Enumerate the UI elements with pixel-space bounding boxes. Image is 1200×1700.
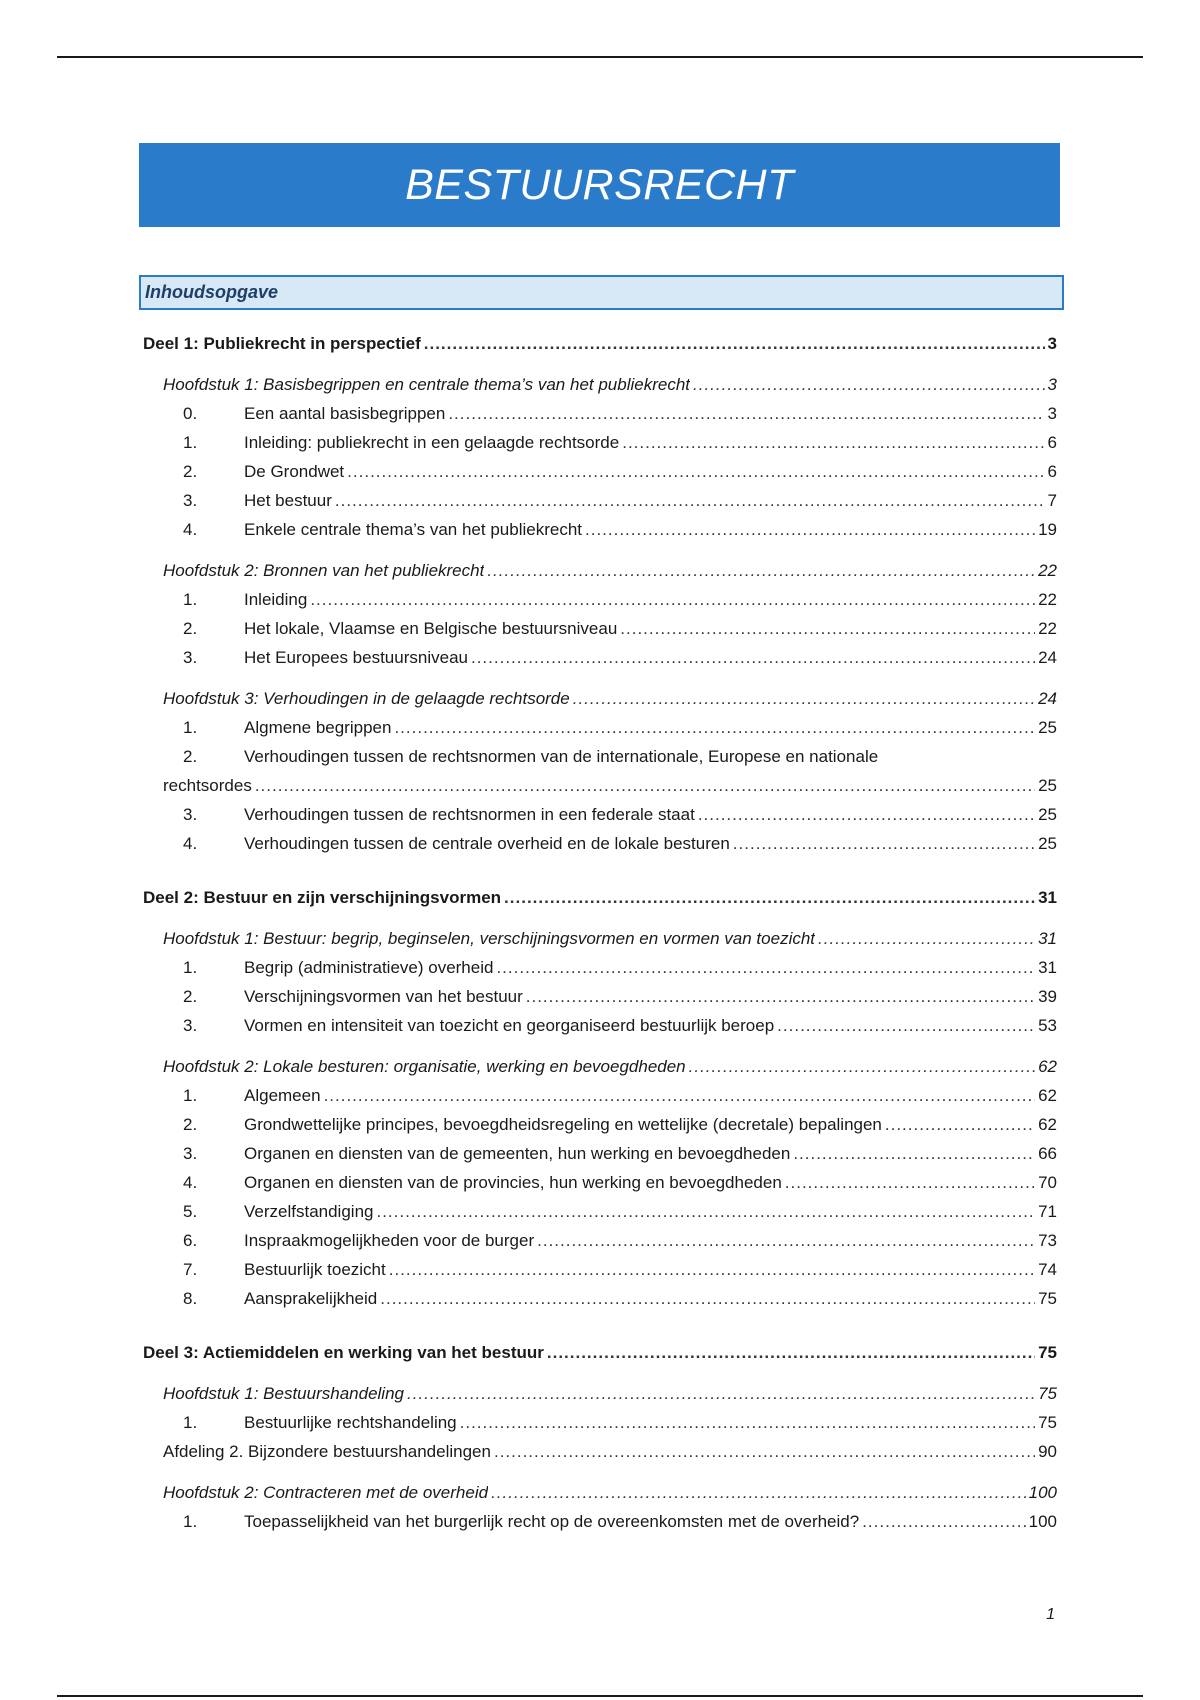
toc-item-wrapped[interactable]: 2. Verhoudingen tussen de rechtsnormen van de internationale, Europese en nationale bbox=[183, 747, 879, 766]
document-title: BESTUURSRECHT bbox=[405, 160, 794, 209]
top-rule bbox=[57, 56, 1143, 58]
toc-item[interactable]: 2. Verschijningsvormen van het bestuur ..... 39 bbox=[143, 982, 1057, 1011]
title-banner bbox=[139, 143, 1060, 227]
toc-item[interactable]: 4. Verhoudingen tussen de centrale overheid en de lokale besturen ..... 25 bbox=[143, 829, 1057, 858]
toc-item[interactable]: 3. Organen en diensten van de gemeenten, hun werking en bevoegdheden ..... 66 bbox=[143, 1139, 1057, 1168]
toc-item[interactable]: 1. Algemeen ..... 62 bbox=[143, 1081, 1057, 1110]
toc-chapter-1-2[interactable]: Hoofdstuk 2: Bronnen van het publiekrecht ..... 22 bbox=[143, 556, 1057, 585]
toc-item[interactable]: 2. Het lokale, Vlaamse en Belgische bestuursniveau ..... 22 bbox=[143, 614, 1057, 643]
toc-item-continuation[interactable]: rechtsordes ..... 25 bbox=[143, 771, 1057, 800]
toc-part-1[interactable]: Deel 1: Publiekrecht in perspectief ..... 3 bbox=[143, 329, 1057, 358]
toc-item[interactable]: 4. Organen en diensten van de provincies, hun werking en bevoegdheden ..... 70 bbox=[143, 1168, 1057, 1197]
toc-item[interactable]: 1. Inleiding: publiekrecht in een gelaagde rechtsorde ..... 6 bbox=[143, 428, 1057, 457]
toc-header bbox=[139, 275, 1064, 310]
toc-item[interactable]: 1. Inleiding ..... 22 bbox=[143, 585, 1057, 614]
table-of-contents bbox=[143, 329, 1057, 1536]
toc-chapter-1-1[interactable]: Hoofdstuk 1: Basisbegrippen en centrale thema’s van het publiekrecht ..... 3 bbox=[143, 370, 1057, 399]
toc-item[interactable]: 5. Verzelfstandiging ..... 71 bbox=[143, 1197, 1057, 1226]
toc-item[interactable]: 7. Bestuurlijk toezicht ..... 74 bbox=[143, 1255, 1057, 1284]
bottom-rule bbox=[57, 1695, 1143, 1697]
toc-chapter-2-1[interactable]: Hoofdstuk 1: Bestuur: begrip, beginselen, verschijningsvormen en vormen van toezicht ..... 31 bbox=[143, 924, 1057, 953]
toc-item[interactable]: 1. Begrip (administratieve) overheid ..... 31 bbox=[143, 953, 1057, 982]
toc-chapter-1-3[interactable]: Hoofdstuk 3: Verhoudingen in de gelaagde rechtsorde ..... 24 bbox=[143, 684, 1057, 713]
page-number: 1 bbox=[1046, 1606, 1055, 1623]
toc-item[interactable]: 3. Vormen en intensiteit van toezicht en georganiseerd bestuurlijk beroep ..... 53 bbox=[143, 1011, 1057, 1040]
toc-item[interactable]: 3. Het bestuur ..... 7 bbox=[143, 486, 1057, 515]
toc-item[interactable]: 0. Een aantal basisbegrippen ..... 3 bbox=[143, 399, 1057, 428]
toc-item[interactable]: 3. Verhoudingen tussen de rechtsnormen in een federale staat ..... 25 bbox=[143, 800, 1057, 829]
toc-item[interactable]: 3. Het Europees bestuursniveau ..... 24 bbox=[143, 643, 1057, 672]
toc-chapter-3-2[interactable]: Hoofdstuk 2: Contracteren met de overheid ..... 100 bbox=[143, 1478, 1057, 1507]
toc-item[interactable]: 6. Inspraakmogelijkheden voor de burger ..... 73 bbox=[143, 1226, 1057, 1255]
toc-item[interactable]: 2. De Grondwet ..... 6 bbox=[143, 457, 1057, 486]
toc-part-3[interactable]: Deel 3: Actiemiddelen en werking van het bestuur ..... 75 bbox=[143, 1338, 1057, 1367]
toc-item[interactable]: 1. Bestuurlijke rechtshandeling ..... 75 bbox=[143, 1408, 1057, 1437]
toc-afdeling[interactable]: Afdeling 2. Bijzondere bestuurshandelingen ..... 90 bbox=[143, 1437, 1057, 1466]
toc-item[interactable]: 4. Enkele centrale thema’s van het publiekrecht ..... 19 bbox=[143, 515, 1057, 544]
toc-chapter-2-2[interactable]: Hoofdstuk 2: Lokale besturen: organisatie, werking en bevoegdheden ..... 62 bbox=[143, 1052, 1057, 1081]
toc-title: Inhoudsopgave bbox=[145, 282, 279, 302]
toc-item[interactable]: 1. Algmene begrippen ..... 25 bbox=[143, 713, 1057, 742]
toc-item[interactable]: 1. Toepasselijkheid van het burgerlijk recht op de overeenkomsten met de overheid? ..... 100 bbox=[143, 1507, 1057, 1536]
toc-part-2[interactable]: Deel 2: Bestuur en zijn verschijningsvormen ..... 31 bbox=[143, 883, 1057, 912]
toc-item[interactable]: 2. Grondwettelijke principes, bevoegdheidsregeling en wettelijke (decretale) bepalingen ..... 62 bbox=[143, 1110, 1057, 1139]
toc-chapter-3-1[interactable]: Hoofdstuk 1: Bestuurshandeling ..... 75 bbox=[143, 1379, 1057, 1408]
toc-item[interactable]: 8. Aansprakelijkheid ..... 75 bbox=[143, 1284, 1057, 1313]
